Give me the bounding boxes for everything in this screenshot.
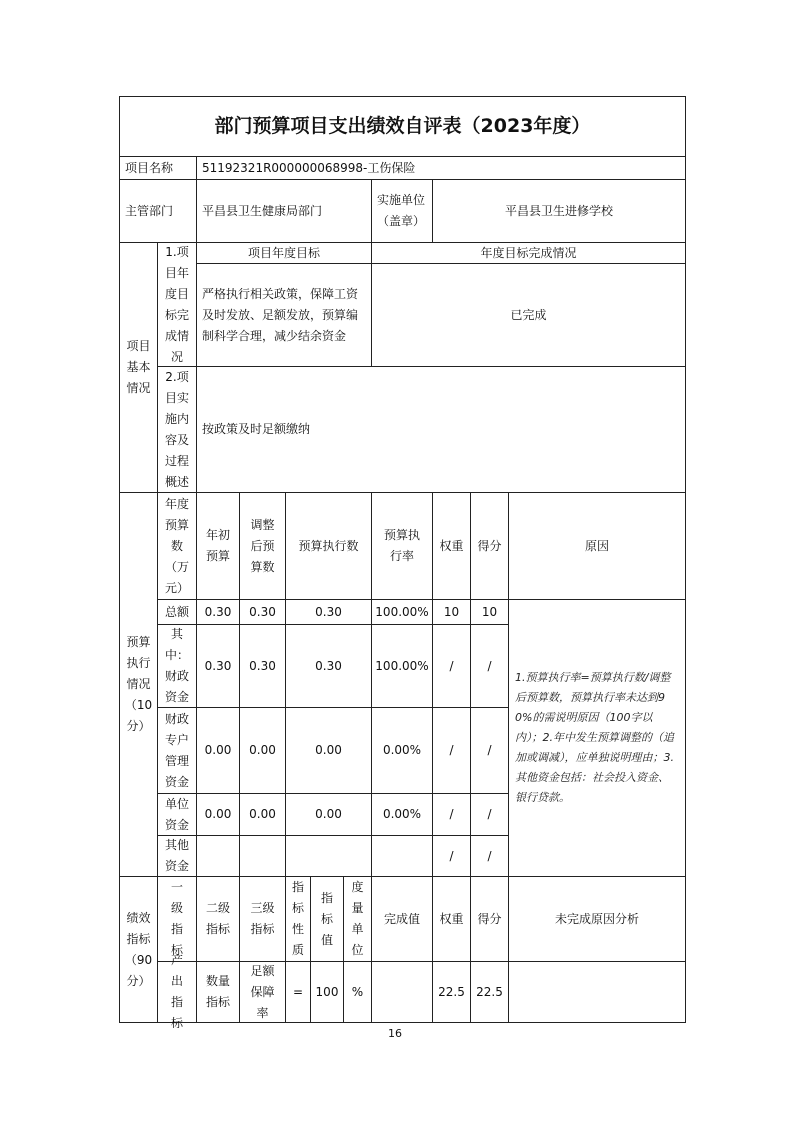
page-number: 16: [388, 1027, 402, 1040]
impl-unit-label: 实施单位（盖章）: [371, 179, 433, 243]
project-name-label: 项目名称: [119, 156, 197, 180]
perf-header: 度量单位: [343, 876, 372, 962]
perf-nature: =: [285, 961, 311, 1023]
impl-unit-value: 平昌县卫生进修学校: [432, 179, 686, 243]
perf-header: 完成值: [371, 876, 433, 962]
budget-executed: 0.30: [285, 624, 372, 708]
budget-adjusted: 0.00: [239, 707, 286, 794]
budget-rate: 100.00%: [371, 599, 433, 625]
budget-weight: /: [432, 835, 471, 877]
perf-header: 二级指标: [196, 876, 240, 962]
budget-header: 预算执行率: [371, 492, 433, 600]
budget-score: /: [470, 793, 509, 836]
budget-row-name: 总额: [157, 599, 197, 625]
budget-score: /: [470, 624, 509, 708]
budget-header: 权重: [432, 492, 471, 600]
impl-content-text: 按政策及时足额缴纳: [196, 366, 686, 493]
budget-row-name: 财政专户管理资金: [157, 707, 197, 794]
dept-label: 主管部门: [119, 179, 197, 243]
budget-initial: 0.30: [196, 624, 240, 708]
budget-label: 预算执行情况（10分）: [119, 492, 158, 877]
budget-initial: 0.00: [196, 793, 240, 836]
project-name-value: 51192321R000000068998-工伤保险: [196, 156, 686, 180]
perf-header: 指标性质: [285, 876, 311, 962]
goal-label: 1.项目年度目标完成情况: [157, 242, 197, 367]
perf-header: 得分: [470, 876, 509, 962]
budget-executed: 0.30: [285, 599, 372, 625]
perf-score: 22.5: [470, 961, 509, 1023]
form-title: 部门预算项目支出绩效自评表（2023年度）: [119, 96, 686, 157]
perf-label: 绩效指标（90分）: [119, 876, 158, 1023]
budget-header: 原因: [508, 492, 686, 600]
budget-header: 年初预算: [196, 492, 240, 600]
budget-score: /: [470, 707, 509, 794]
budget-weight: 10: [432, 599, 471, 625]
budget-header: 调整后预算数: [239, 492, 286, 600]
budget-initial: 0.00: [196, 707, 240, 794]
perf-l2: 数量指标: [196, 961, 240, 1023]
budget-row-name: 单位资金: [157, 793, 197, 836]
budget-weight: /: [432, 624, 471, 708]
budget-adjusted: 0.30: [239, 599, 286, 625]
budget-header: 得分: [470, 492, 509, 600]
perf-weight: 22.5: [432, 961, 471, 1023]
budget-score: 10: [470, 599, 509, 625]
perf-header: 未完成原因分析: [508, 876, 686, 962]
budget-initial: 0.30: [196, 599, 240, 625]
perf-l3: 足额保障率: [239, 961, 286, 1023]
budget-header: 年度预算数（万元）: [157, 492, 197, 600]
budget-row-name: 其中：财政资金: [157, 624, 197, 708]
budget-rate: 0.00%: [371, 793, 433, 836]
perf-done: [371, 961, 433, 1023]
budget-rate: [371, 835, 433, 877]
budget-initial: [196, 835, 240, 877]
budget-adjusted: 0.30: [239, 624, 286, 708]
budget-row-name: 其他资金: [157, 835, 197, 877]
budget-weight: /: [432, 707, 471, 794]
budget-note: 1.预算执行率=预算执行数/调整后预算数，预算执行率未达到90%的需说明原因（100字以内）；2.年中发生预算调整的（追加或调减），应单独说明理由；3.其他资金包括：社会投入资金、银行贷款。: [508, 599, 686, 877]
done-text: 已完成: [371, 263, 686, 367]
perf-reason: [508, 961, 686, 1023]
goal-header: 项目年度目标: [196, 242, 372, 264]
perf-value: 100: [310, 961, 344, 1023]
perf-header: 一级指标: [157, 876, 197, 962]
perf-header: 三级指标: [239, 876, 286, 962]
budget-score: /: [470, 835, 509, 877]
budget-adjusted: [239, 835, 286, 877]
perf-l1: 产出指标: [157, 961, 197, 1023]
budget-executed: [285, 835, 372, 877]
done-header: 年度目标完成情况: [371, 242, 686, 264]
budget-adjusted: 0.00: [239, 793, 286, 836]
perf-unit: %: [343, 961, 372, 1023]
budget-weight: /: [432, 793, 471, 836]
budget-executed: 0.00: [285, 793, 372, 836]
budget-header: 预算执行数: [285, 492, 372, 600]
budget-rate: 0.00%: [371, 707, 433, 794]
dept-value: 平昌县卫生健康局部门: [196, 179, 372, 243]
basic-info-label: 项目基本情况: [119, 242, 158, 493]
impl-content-label: 2.项目实施内容及过程概述: [157, 366, 197, 493]
perf-header: 指标值: [310, 876, 344, 962]
goal-text: 严格执行相关政策，保障工资及时发放、足额发放，预算编制科学合理，减少结余资金: [196, 263, 372, 367]
budget-executed: 0.00: [285, 707, 372, 794]
perf-header: 权重: [432, 876, 471, 962]
budget-rate: 100.00%: [371, 624, 433, 708]
